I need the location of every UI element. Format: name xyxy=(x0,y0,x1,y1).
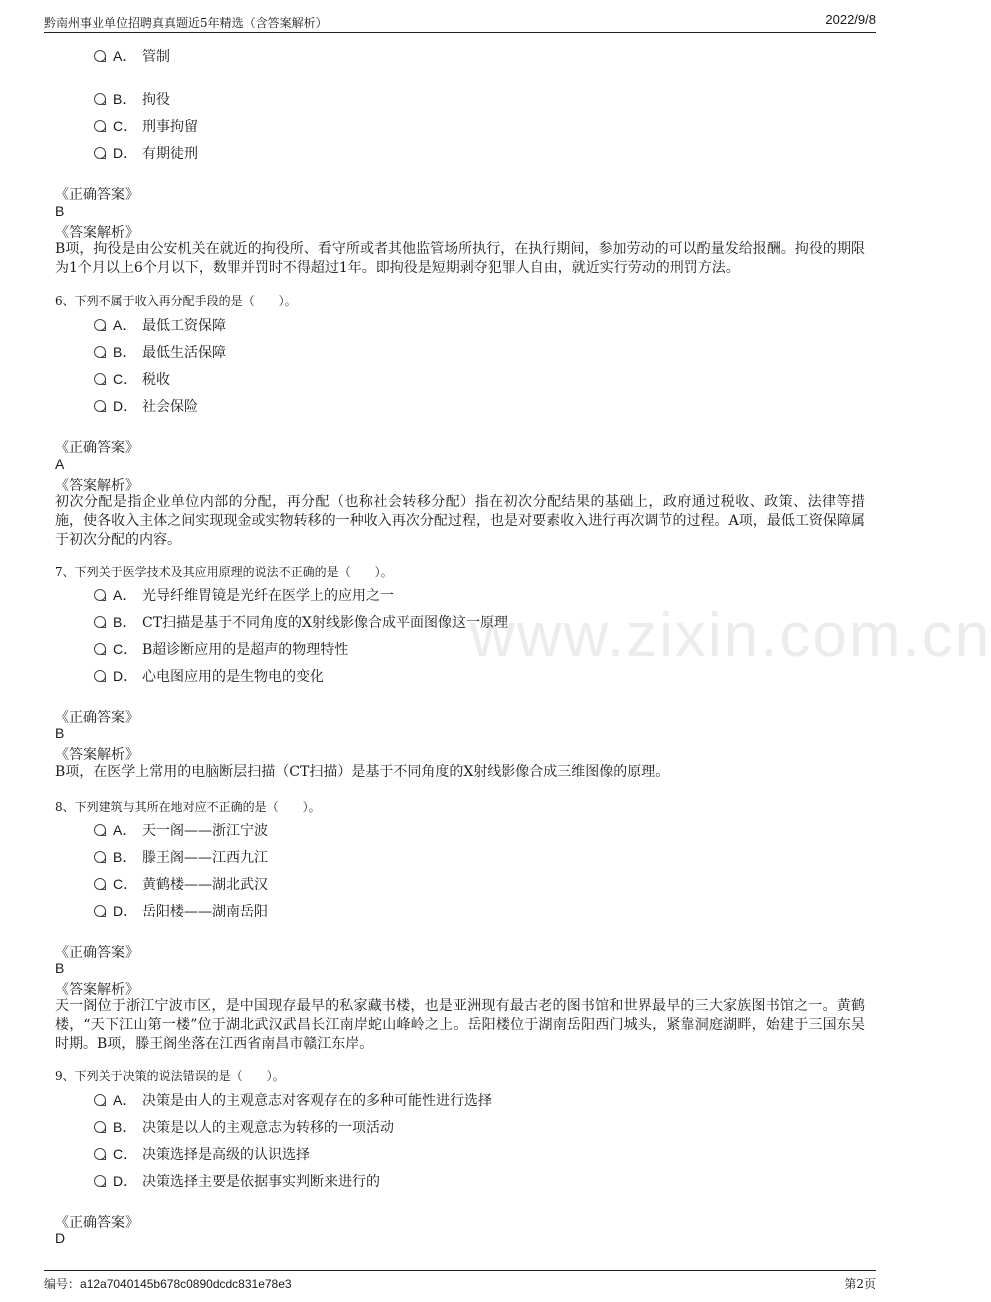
q6-correct-label: 《正确答案》 xyxy=(55,440,139,456)
radio-icon[interactable] xyxy=(94,147,106,159)
document-title: 黔南州事业单位招聘真真题近5年精选（含答案解析） xyxy=(44,16,328,30)
q6-answer: A xyxy=(55,456,65,472)
radio-icon[interactable] xyxy=(94,670,106,682)
radio-icon[interactable] xyxy=(94,93,106,105)
document-date: 2022/9/8 xyxy=(825,12,876,27)
q7-explanation: B项，在医学上常用的电脑断层扫描（CT扫描）是基于不同角度的X射线影像合成三维图像的原理。 xyxy=(55,764,670,780)
radio-icon[interactable] xyxy=(94,50,106,62)
radio-icon[interactable] xyxy=(94,120,106,132)
q6-explanation: 初次分配是指企业单位内部的分配，再分配（也称社会转移分配）指在初次分配结果的基础上，政府通过税收、政策、法律等措施，使各收入主体之间实现现金或实物转移的一种收入再次分配过程，也是对要素收入进行再次调节的过程。A项，最低工资保障属于初次分配的内容。 xyxy=(55,494,865,548)
radio-icon[interactable] xyxy=(94,878,106,890)
radio-icon[interactable] xyxy=(94,1094,106,1106)
page-footer xyxy=(44,1270,876,1293)
radio-icon[interactable] xyxy=(94,905,106,917)
q7-correct-label: 《正确答案》 xyxy=(55,710,139,726)
q7-answer: B xyxy=(55,725,65,741)
q5-analysis-label: 《答案解析》 xyxy=(55,225,139,241)
radio-icon[interactable] xyxy=(94,1175,106,1187)
q7-analysis-label: 《答案解析》 xyxy=(55,747,139,763)
q7-question: 7、下列关于医学技术及其应用原理的说法不正确的是（ ）。 xyxy=(55,565,393,579)
q5-explanation: B项，拘役是由公安机关在就近的拘役所、看守所或者其他监管场所执行，在执行期间，参加劳动的可以酌量发给报酬。拘役的期限为1个月以上6个月以下，数罪并罚时不得超过1年。即拘役是短期剥夺犯罪人自由，就近实行劳动的刑罚方法。 xyxy=(55,241,865,276)
q5-correct-label: 《正确答案》 xyxy=(55,187,139,203)
q8-explanation: 天一阁位于浙江宁波市区，是中国现存最早的私家藏书楼，也是亚洲现有最古老的图书馆和世界最早的三大家族图书馆之一。黄鹤楼，“天下江山第一楼”位于湖北武汉武昌长江南岸蛇山峰岭之上。岳阳楼位于湖南岳阳西门城头，紧靠洞庭湖畔，始建于三国东吴时期。B项，滕王阁坐落在江西省南昌市赣江东岸。 xyxy=(55,998,865,1052)
q8-question: 8、下列建筑与其所在地对应不正确的是（ ）。 xyxy=(55,800,321,814)
q8-correct-label: 《正确答案》 xyxy=(55,945,139,961)
radio-icon[interactable] xyxy=(94,400,106,412)
q8-answer: B xyxy=(55,960,65,976)
page-number: 第2页 xyxy=(844,1277,876,1291)
radio-icon[interactable] xyxy=(94,616,106,628)
page-header xyxy=(44,10,876,33)
radio-icon[interactable] xyxy=(94,1148,106,1160)
q9-answer: D xyxy=(55,1230,66,1246)
q6-question: 6、下列不属于收入再分配手段的是（ ）。 xyxy=(55,294,297,308)
q9-correct-label: 《正确答案》 xyxy=(55,1215,139,1231)
document-code: 编号：a12a7040145b678c0890dcdc831e78e3 xyxy=(44,1277,292,1291)
radio-icon[interactable] xyxy=(94,1121,106,1133)
radio-icon[interactable] xyxy=(94,589,106,601)
radio-icon[interactable] xyxy=(94,319,106,331)
q6-analysis-label: 《答案解析》 xyxy=(55,478,139,494)
radio-icon[interactable] xyxy=(94,373,106,385)
radio-icon[interactable] xyxy=(94,643,106,655)
q5-answer: B xyxy=(55,203,65,219)
radio-icon[interactable] xyxy=(94,346,106,358)
radio-icon[interactable] xyxy=(94,824,106,836)
q9-question: 9、下列关于决策的说法错误的是（ ）。 xyxy=(55,1069,285,1083)
q8-analysis-label: 《答案解析》 xyxy=(55,982,139,998)
watermark: www.zixin.com.cn xyxy=(470,601,991,670)
radio-icon[interactable] xyxy=(94,851,106,863)
